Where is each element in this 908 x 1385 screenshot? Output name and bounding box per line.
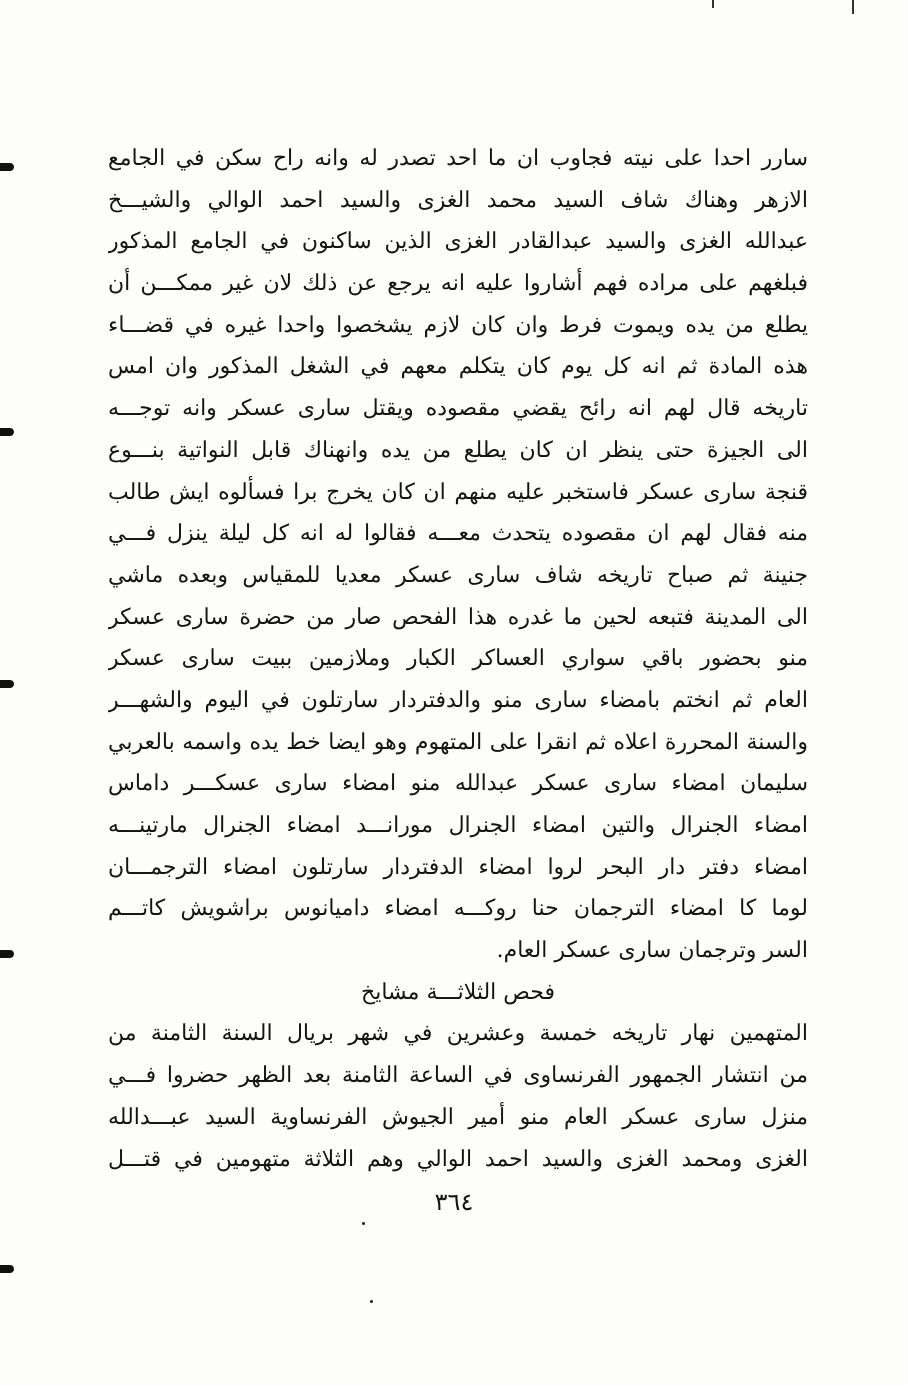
text-line: لوما كا امضاء الترجمان حنا روكـــه امضاء داميانوس براشويش كاتـــم [108, 896, 808, 922]
text-line: تاريخه قال لهم انه رائح يقضي مقصوده ويقتل سارى عسكر وانه توجـــه [108, 396, 808, 422]
binding-mark [0, 950, 14, 958]
text-line: هذه المادة ثم انه كل يوم كان يتكلم معهم في الشغل المذكور وان امس [108, 354, 808, 380]
binding-mark [0, 1265, 14, 1273]
text-line: سليمان امضاء سارى عسكر عبدالله منو امضاء سارى عسكـــر داماس [108, 771, 808, 797]
text-line: امضاء الجنرال والتين امضاء الجنرال مورانـــد امضاء الجنرال مارتينـــه [108, 813, 808, 838]
top-speck [712, 0, 714, 8]
text-line: جنينة ثم صباح تاريخه شاف سارى عسكر معديا للمقياس وبعده ماشي [108, 562, 808, 588]
text-line: فبلغهم على مراده فهم أشاروا عليه انه يرجع عن ذلك لان غير ممكـــن أن [108, 271, 808, 297]
text-line: السر وترجمان سارى عسكر العام. [496, 938, 808, 964]
binding-mark [0, 428, 14, 436]
text-line: عبدالله الغزى والسيد عبدالقادر الغزى الذين ساكنون في الجامع المذكور [108, 229, 808, 255]
text-line: منزل سارى عسكر العام منو أمير الجيوش الفرنساوية السيد عبـــدالله [108, 1104, 808, 1130]
text-line: من انتشار الجمهور الفرنساوى في الساعة الثامنة بعد الظهر حضروا فـــي [108, 1063, 808, 1089]
body-text [108, 138, 808, 1180]
text-line: الغزى ومحمد الغزى والسيد احمد الوالي وهم الثلاثة متهومين في قتـــل [108, 1146, 808, 1172]
text-line: منه فقال لهم ان مقصوده يتحدث معـــه فقالوا له انه كل ليلة ينزل فـــي [108, 521, 808, 547]
section-heading: فحص الثلاثـــة مشايخ [361, 979, 555, 1005]
binding-mark [0, 163, 14, 171]
text-line: الى المدينة فتبعه لحين ما غدره هذا الفحص صار من حضرة سارى عسكر [108, 604, 808, 630]
top-speck [852, 0, 854, 14]
text-line: المتهمين نهار تاريخه خمسة وعشرين في شهر بريال السنة الثامنة من [108, 1021, 808, 1047]
text-line: والسنة المحررة اعلاه ثم انقرا على المتهوم وهو ايضا خط يده واسمه بالعربي [108, 729, 808, 755]
text-line: الى الجيزة حتى ينظر ان كان يطلع من يده وانهناك قابل النواتية بنـــوع [108, 437, 808, 463]
text-line: يطلع من يده ويموت فرط وان كان لازم يشخصوا واحدا غيره في قضـــاء [108, 312, 808, 338]
ink-speck [362, 1222, 365, 1225]
text-line: منو بحضور باقي سواري العساكر الكبار وملازمين ببيت سارى عسكر [108, 646, 808, 672]
text-line: امضاء دفتر دار البحر لروا امضاء الدفتردار سارتلون امضاء الترجمـــان [108, 854, 808, 880]
binding-mark [0, 680, 14, 688]
text-line: الازهر وهناك شاف السيد محمد الغزى والسيد احمد الوالي والشيـــخ [108, 187, 808, 213]
text-line: العام ثم انختم بامضاء سارى منو والدفتردار سارتلون في اليوم والشهـــر [108, 687, 808, 713]
text-line: قنجة سارى عسكر فاستخبر عليه منهم ان كان يخرج برا فسألوه ايش طالب [108, 479, 808, 505]
ink-speck [370, 1300, 373, 1303]
page-number: ٣٦٤ [434, 1188, 474, 1216]
text-line: سارر احدا على نيته فجاوب ان ما احد تصدر له وانه راح سكن في الجامع [108, 146, 808, 171]
